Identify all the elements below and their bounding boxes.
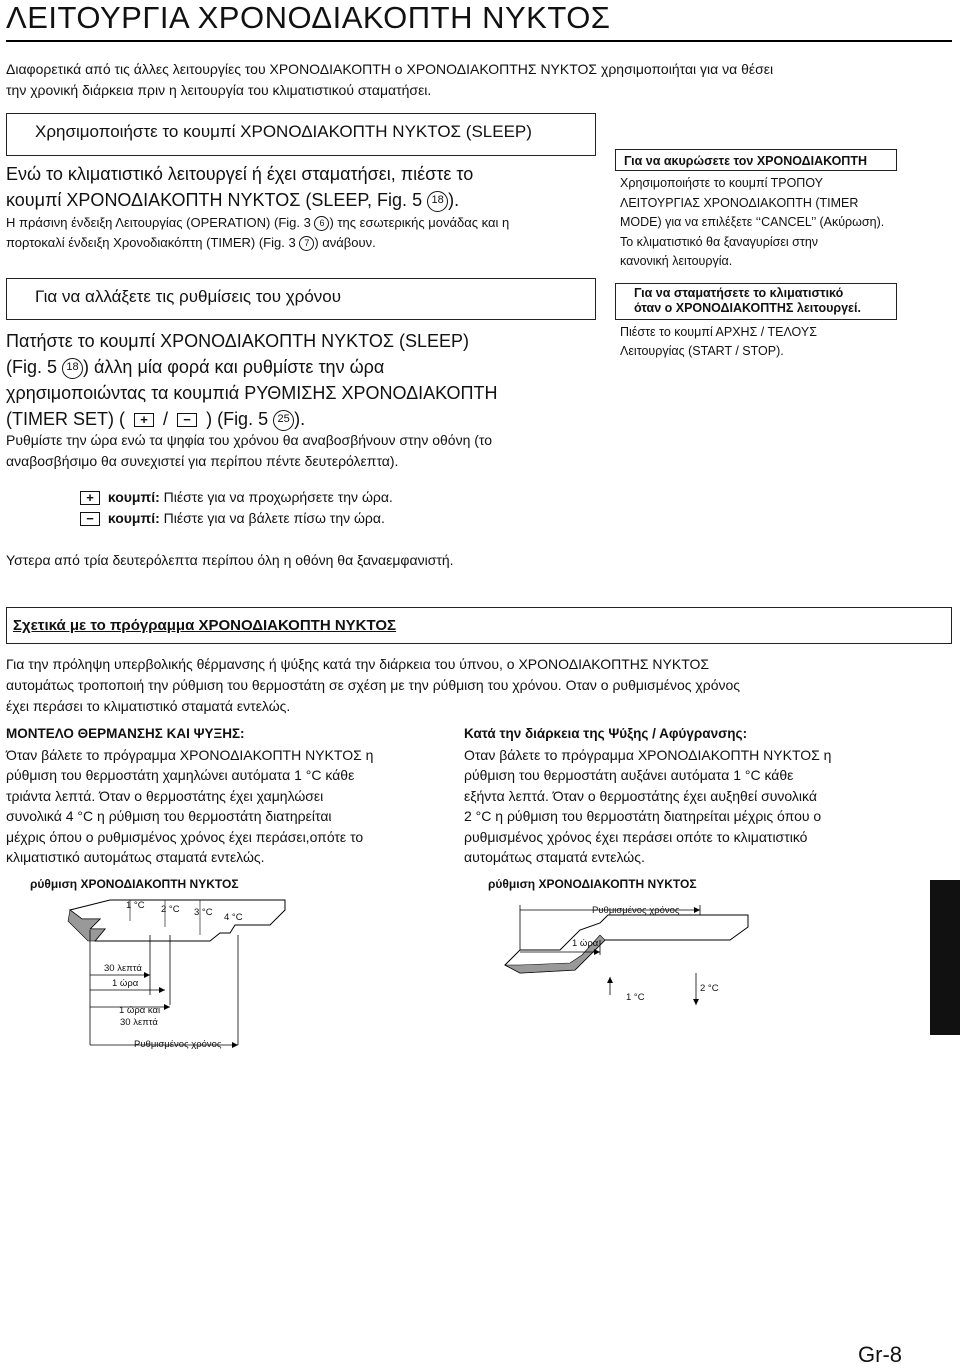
cancel-body-line: Το κλιματιστικό θα ξαναγυρίσει στην — [620, 234, 819, 249]
change-step-text: ). — [294, 409, 306, 429]
sleep-step-line: Ενώ το κλιματιστικό λειτουργεί ή έχει σταματήσει, πιέστε το — [6, 164, 474, 184]
minus-key-label: κουμπί: — [107, 510, 160, 526]
sleep-step — [6, 161, 473, 213]
sleep-step-text: ). — [448, 190, 460, 210]
minus-legend-row — [76, 508, 393, 529]
left-temp-1: 1 °C — [126, 900, 145, 911]
change-step-text: (TIMER SET) ( — [6, 409, 125, 429]
fig-number-circle: 6 — [314, 216, 329, 231]
program-text-line: αυτομάτως τροποποιή την ρύθμιση του θερμοστάτη σε σχέση με την ρύθμιση του χρόνου. Οταν ο ρυθμισμένος χρόνος — [6, 677, 741, 693]
left-temp-4: 4 °C — [224, 912, 243, 923]
sleep-note — [6, 213, 509, 253]
stop-title-line: όταν ο ΧΡΟΝΟΔΙΑΚΟΠΤΗΣ λειτουργεί. — [634, 301, 861, 315]
cool-title: Κατά την διάρκεια της Ψύξης / Αφύγρανσης: — [464, 726, 748, 741]
stop-box-title — [615, 283, 897, 320]
fig-number-circle: 18 — [427, 191, 448, 212]
cancel-title-text: Για να ακυρώσετε τον ΧΡΟΝΟΔΙΑΚΟΠΤΗ — [624, 154, 867, 168]
heat-section — [6, 724, 373, 868]
sleep-step-text: κουμπί ΧΡΟΝΟΔΙΑΚΟΠΤΗ ΝΥΚΤΟΣ (SLEEP, Fig. 5 — [6, 190, 423, 210]
sleep-note-line — [6, 233, 509, 253]
intro-line: την χρονική διάρκεια πριν η λειτουργία του κλιματιστικού σταματήσει. — [6, 82, 432, 98]
heat-text-line: ρύθμιση του θερμοστάτη χαμηλώνει αυτόματα 1 °C κάθε — [6, 767, 355, 783]
cancel-body-line: Χρησιμοποιήστε το κουμπί ΤΡΟΠΟΥ — [620, 176, 823, 190]
program-box — [6, 607, 952, 644]
left-diagram — [60, 895, 300, 1060]
heat-text-line: κλιματιστικό αυτομάτως σταματά εντελώς. — [6, 849, 265, 865]
cancel-body-line: ΛΕΙΤΟΥΡΓΙΑΣ ΧΡΟΝΟΔΙΑΚΟΠΤΗ (TIMER — [620, 195, 859, 210]
fig-number-circle: 7 — [299, 236, 314, 251]
plus-button-icon: + — [80, 491, 100, 505]
left-label-1h30a: 1 ώρα και — [119, 1005, 161, 1016]
heat-title: ΜΟΝΤΕΛΟ ΘΕΡΜΑΝΣΗΣ ΚΑΙ ΨΥΞΗΣ: — [6, 726, 245, 741]
minus-button-icon: − — [80, 512, 100, 526]
plus-button-icon: + — [134, 413, 154, 427]
change-step-line: χρησιμοποιώντας τα κουμπιά ΡΥΘΜΙΣΗΣ ΧΡΟΝΟΔΙΑΚΟΠΤΗ — [6, 383, 498, 403]
sleep-note-text: πορτοκαλί ένδειξη Χρονοδιακόπτη (TIMER) (Fig. 3 — [6, 235, 296, 250]
plus-key-label: κουμπί: — [107, 489, 160, 505]
heat-text-line: μέχρις όπου ο ρυθμισμένος χρόνος έχει περάσει,οπότε το — [6, 828, 364, 845]
right-temp-1: 1 °C — [626, 992, 645, 1003]
page-title: ΛΕΙΤΟΥΡΓΙΑ ΧΡΟΝΟΔΙΑΚΟΠΤΗ ΝΥΚΤΟΣ — [6, 0, 611, 35]
change-step-text: / — [163, 409, 169, 429]
cool-section — [464, 724, 831, 868]
plus-minus-legend — [76, 487, 393, 529]
right-label-settime: Ρυθμισμένος χρόνος — [592, 905, 680, 916]
heat-text-line: Όταν βάλετε το πρόγραμμα ΧΡΟΝΟΔΙΑΚΟΠΤΗ ΝΥΚΤΟΣ η — [6, 746, 374, 763]
fig-number-circle: 25 — [273, 410, 294, 431]
program-text-line: έχει περάσει το κλιματιστικό σταματά εντελώς. — [6, 698, 291, 714]
intro-text — [6, 59, 773, 101]
change-step-text: (Fig. 5 — [6, 357, 58, 377]
cancel-body-line: MODE) για να επιλέξετε ‘‘CANCEL’’ (Ακύρωση). — [620, 215, 885, 229]
intro-line: Διαφορετικά από τις άλλες λειτουργίες του ΧΡΟΝΟΔΙΑΚΟΠΤΗ ο ΧΡΟΝΟΔΙΑΚΟΠΤΗΣ ΝΥΚΤΟΣ χρησιμοποιήται για να θέσει — [6, 61, 774, 77]
left-label-30min: 30 λεπτά — [104, 963, 142, 974]
program-title: Σχετικά με το πρόγραμμα ΧΡΟΝΟΔΙΑΚΟΠΤΗ ΝΥΚΤΟΣ — [13, 617, 397, 634]
sleep-note-text: Η πράσινη ένδειξη Λειτουργίας (OPERATION) (Fig. 3 — [6, 215, 311, 230]
plus-text: Πιέστε για να προχωρήσετε την ώρα. — [163, 489, 393, 505]
change-step-line — [6, 406, 498, 432]
stop-box-body — [620, 323, 817, 361]
sleep-box-title: Χρησιμοποιήστε το κουμπί ΧΡΟΝΟΔΙΑΚΟΠΤΗ ΝΥΚΤΟΣ (SLEEP) — [35, 122, 532, 141]
cancel-box-title — [615, 149, 897, 171]
stop-body-line: Πιέστε το κουμπί ΑΡΧΗΣ / ΤΕΛΟΥΣ — [620, 325, 817, 339]
sleep-note-line — [6, 213, 509, 233]
change-note-line: αναβοσβήσιμο θα συνεχιστεί για περίπου πέντε δευτερόλεπτα). — [6, 453, 399, 469]
left-label-settime: Ρυθμισμένος χρόνος — [134, 1039, 222, 1050]
cool-text-line: ρύθμιση του θερμοστάτη αυξάνει αυτόματα 1 °C κάθε — [464, 767, 794, 783]
program-text-line: Για την πρόληψη υπερβολικής θέρμανσης ή ψύξης κατά την διάρκεια του ύπνου, ο ΧΡΟΝΟΔΙΑΚΟΠΤΗΣ ΝΥΚΤΟΣ — [6, 656, 710, 672]
heat-text-line: συνολικά 4 °C η ρύθμιση του θερμοστάτη διατηρείται — [6, 808, 332, 824]
stop-title-line: Για να σταματήσετε το κλιματιστικό — [634, 286, 844, 300]
fig-number-circle: 18 — [62, 358, 83, 379]
page-tab-marker — [930, 880, 960, 1035]
left-diagram-title: ρύθμιση ΧΡΟΝΟΔΙΑΚΟΠΤΗ ΝΥΚΤΟΣ — [30, 877, 239, 891]
cool-text-line: ρυθμισμένος χρόνος έχει περάσει οπότε το κλιματιστικό — [464, 828, 808, 845]
plus-legend-row — [76, 487, 393, 508]
change-box-title: Για να αλλάξετε τις ρυθμίσεις του χρόνου — [35, 287, 342, 306]
minus-text: Πιέστε για να βάλετε πίσω την ώρα. — [163, 510, 385, 526]
cool-text-line: εξήντα λεπτά. Όταν ο θερμοστάτης έχει αυξηθεί συνολικά — [464, 787, 817, 804]
cool-text-line: αυτομάτως σταματά εντελώς. — [464, 849, 645, 865]
sleep-step-line — [6, 187, 473, 213]
sleep-button-box — [6, 113, 596, 156]
change-settings-box — [6, 278, 596, 320]
sleep-note-text: ) της εσωτερικής μονάδας και η — [329, 215, 510, 230]
left-temp-2: 2 °C — [161, 904, 180, 915]
change-note-line: Ρυθμίστε την ώρα ενώ τα ψηφία του χρόνου θα αναβοσβήνουν στην οθόνη (το — [6, 432, 493, 448]
program-text — [6, 654, 740, 717]
left-label-1h: 1 ώρα — [112, 978, 139, 989]
right-temp-2: 2 °C — [700, 983, 719, 994]
change-step — [6, 328, 498, 432]
title-rule — [6, 40, 952, 42]
right-diagram-title: ρύθμιση ΧΡΟΝΟΔΙΑΚΟΠΤΗ ΝΥΚΤΟΣ — [488, 877, 697, 891]
left-label-1h30b: 30 λεπτά — [120, 1017, 158, 1028]
after-note: Υστερα από τρία δευτερόλεπτα περίπου όλη η οθόνη θα ξαναεμφανιστή. — [6, 552, 454, 568]
right-label-1h: 1 ώρα — [572, 938, 599, 949]
cancel-body-line: κανονική λειτουργία. — [620, 254, 733, 268]
change-step-text: ) (Fig. 5 — [206, 409, 269, 429]
cancel-box-body — [620, 174, 884, 272]
change-step-text: ) άλλη μία φορά και ρυθμίστε την ώρα — [83, 357, 385, 377]
minus-button-icon: − — [177, 413, 197, 427]
stop-body-line: Λειτουργίας (START / STOP). — [620, 344, 784, 358]
left-temp-3: 3 °C — [194, 907, 213, 918]
sleep-note-text: ) ανάβουν. — [314, 235, 376, 250]
change-step-line: Πατήστε το κουμπί ΧΡΟΝΟΔΙΑΚΟΠΤΗ ΝΥΚΤΟΣ (SLEEP) — [6, 331, 470, 351]
change-step-line — [6, 354, 498, 380]
cool-text-line: Οταν βάλετε το πρόγραμμα ΧΡΟΝΟΔΙΑΚΟΠΤΗ ΝΥΚΤΟΣ η — [464, 746, 832, 763]
heat-text-line: τριάντα λεπτά. Όταν ο θερμοστάτης έχει χαμηλώσει — [6, 787, 324, 804]
page-number: Gr-8 — [858, 1342, 902, 1367]
cool-text-line: 2 °C η ρύθμιση του θερμοστάτη διατηρείται μέχρις όπου ο — [464, 808, 822, 824]
change-note — [6, 430, 492, 472]
